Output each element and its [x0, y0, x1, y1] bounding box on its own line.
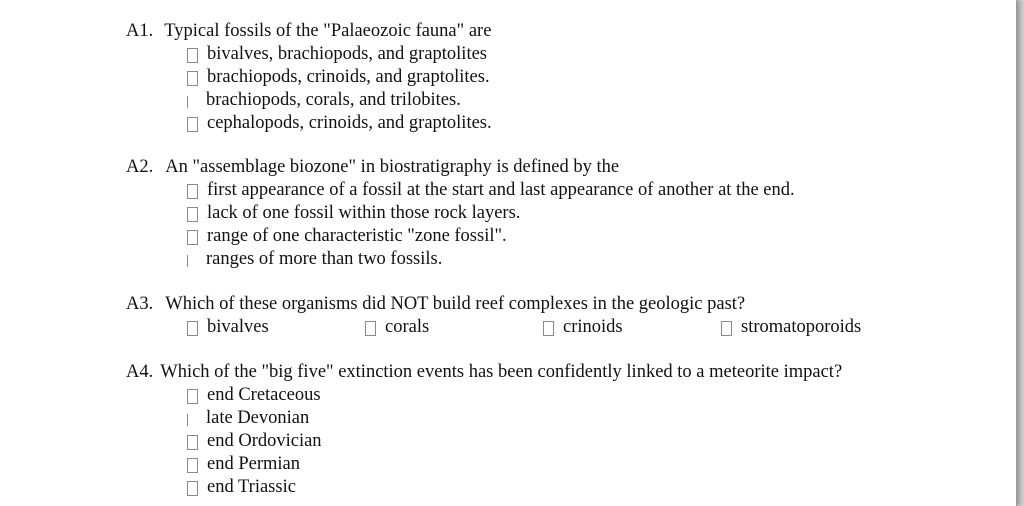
- checkbox[interactable]: [187, 481, 198, 496]
- checkbox[interactable]: [187, 48, 198, 63]
- option-label: brachiopods, corals, and trilobites.: [206, 90, 461, 110]
- checkbox[interactable]: [187, 117, 198, 132]
- checkbox[interactable]: [187, 389, 198, 404]
- question-stem: [126, 156, 795, 179]
- option-item[interactable]: [187, 476, 842, 499]
- question-number: A4.: [126, 362, 154, 382]
- option-label: bivalves: [207, 317, 269, 337]
- option-item[interactable]: [365, 316, 543, 339]
- option-item[interactable]: [187, 407, 842, 430]
- checkbox[interactable]: [721, 321, 732, 336]
- checkbox[interactable]: [543, 321, 554, 336]
- option-item[interactable]: [187, 316, 365, 339]
- option-label: crinoids: [563, 317, 623, 337]
- checkbox[interactable]: [187, 435, 198, 450]
- checkbox[interactable]: [187, 458, 198, 473]
- option-label: cephalopods, crinoids, and graptolites.: [207, 113, 492, 133]
- question-number: A1.: [126, 21, 154, 41]
- question-stem: [126, 20, 492, 43]
- option-label: bivalves, brachiopods, and graptolites: [207, 44, 488, 64]
- option-item[interactable]: [543, 316, 721, 339]
- option-list: [187, 384, 842, 499]
- checkbox[interactable]: [365, 321, 376, 336]
- option-label: end Triassic: [207, 477, 296, 497]
- option-label: brachiopods, crinoids, and graptolites.: [207, 67, 490, 87]
- question-a3: [126, 293, 861, 339]
- option-label: ranges of more than two fossils.: [206, 249, 443, 269]
- option-label: first appearance of a fossil at the start and last appearance of another at the end.: [207, 180, 795, 200]
- option-item[interactable]: [187, 202, 795, 225]
- option-item[interactable]: [187, 112, 492, 135]
- checkbox[interactable]: [187, 321, 198, 336]
- checkbox[interactable]: [187, 414, 198, 426]
- option-item[interactable]: [187, 248, 795, 271]
- option-list: [187, 179, 795, 271]
- option-label: corals: [385, 317, 430, 337]
- question-stem: [126, 361, 842, 384]
- checkbox[interactable]: [187, 71, 198, 86]
- option-label: range of one characteristic "zone fossil".: [207, 226, 507, 246]
- checkbox[interactable]: [187, 207, 198, 222]
- option-item[interactable]: [721, 316, 861, 339]
- option-label: end Cretaceous: [207, 385, 321, 405]
- question-text: An "assemblage biozone" in biostratigraphy is defined by the: [165, 157, 620, 177]
- option-label: lack of one fossil within those rock layers.: [207, 203, 521, 223]
- checkbox[interactable]: [187, 230, 198, 245]
- option-item[interactable]: [187, 179, 795, 202]
- option-item[interactable]: [187, 43, 492, 66]
- option-item[interactable]: [187, 66, 492, 89]
- question-text: Which of these organisms did NOT build reef complexes in the geologic past?: [165, 294, 746, 314]
- option-item[interactable]: [187, 89, 492, 112]
- option-label: end Permian: [207, 454, 300, 474]
- option-label: end Ordovician: [207, 431, 322, 451]
- option-item[interactable]: [187, 430, 842, 453]
- question-a2: [126, 156, 795, 271]
- question-text: Which of the "big five" extinction events has been confidently linked to a meteorite impact?: [160, 362, 843, 382]
- checkbox[interactable]: [187, 184, 198, 199]
- option-item[interactable]: [187, 225, 795, 248]
- option-list: [187, 43, 492, 135]
- checkbox[interactable]: [187, 255, 198, 267]
- option-item[interactable]: [187, 384, 842, 407]
- question-number: A2.: [126, 157, 154, 177]
- option-list: [187, 316, 861, 339]
- question-a4: [126, 361, 842, 499]
- option-label: late Devonian: [206, 408, 310, 428]
- question-number: A3.: [126, 294, 154, 314]
- option-label: stromatoporoids: [741, 317, 862, 337]
- question-stem: [126, 293, 861, 316]
- question-a1: [126, 20, 492, 135]
- option-item[interactable]: [187, 453, 842, 476]
- checkbox[interactable]: [187, 96, 198, 108]
- question-text: Typical fossils of the "Palaeozoic fauna" are: [164, 21, 492, 41]
